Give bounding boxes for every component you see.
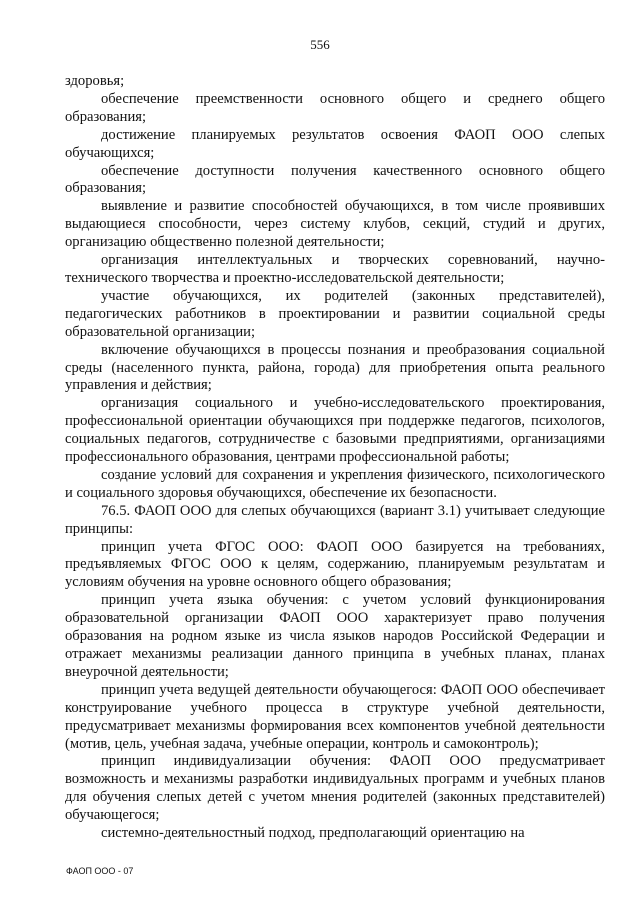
paragraph: принцип индивидуализации обучения: ФАОП ООО предусматривает возможность и механизмы разработки индивидуальных программ и учебных планов для обучения слепых детей с учетом мнения родителей (законных представителей) обучающегося; [65, 753, 605, 824]
paragraph: организация интеллектуальных и творческих соревнований, научно-технического творчества и проектно-исследовательской деятельности; [65, 252, 605, 286]
section-heading-paragraph: 76.5. ФАОП ООО для слепых обучающихся (вариант 3.1) учитывает следующие принципы: [65, 502, 605, 537]
paragraph: организация социального и учебно-исследовательского проектирования, профессиональной ориентации обучающихся при поддержке педагогов, психологов, социальных педагогов, сотрудничестве с базовыми предприятиями, организациями профессионального образования, центрами профессиональной работы; [65, 395, 605, 466]
paragraph: принцип учета ведущей деятельности обучающегося: ФАОП ООО обеспечивает конструирование учебного процесса в структуре учебной деятельности, предусматривает механизмы формирования всех компонентов учебной деятельности (мотив, цель, учебная задача, учебные операции, контроль и самоконтроль); [65, 681, 605, 752]
paragraph: системно-деятельностный подход, предполагающий ориентацию на [101, 825, 525, 842]
paragraph: обеспечение преемственности основного общего и среднего общего образования; [65, 90, 605, 125]
paragraph: принцип учета ФГОС ООО: ФАОП ООО базируется на требованиях, предъявляемых ФГОС ООО к целям, содержанию, планируемым результатам и условиям обучения на уровне основного общего образования; [65, 538, 605, 591]
paragraph: выявление и развитие способностей обучающихся, в том числе проявивших выдающиеся способности, через систему клубов, секций, студий и других, организацию общественно полезной деятельности; [65, 198, 605, 251]
paragraph: здоровья; [65, 73, 125, 89]
paragraph: принцип учета языка обучения: с учетом условий функционирования образовательной организации ФАОП ООО характеризует право получения образования на родном языке из числа языков народов Российской Федерации и отражает механизмы реализации данного принципа в учебных планах, планах внеурочной деятельности; [65, 592, 605, 680]
page-footer: ФАОП ООО - 07 [66, 866, 134, 876]
paragraph: включение обучающихся в процессы познания и преобразования социальной среды (населенного пункта, района, города) для приобретения опыта реального управления и действия; [65, 341, 605, 394]
paragraph: участие обучающихся, их родителей (законных представителей), педагогических работников в проектировании и развитии социальной среды образовательной организации; [65, 287, 605, 340]
paragraph: создание условий для сохранения и укрепления физического, психологического и социального здоровья обучающихся, обеспечение их безопасности. [65, 466, 605, 501]
paragraph: достижение планируемых результатов освоения ФАОП ООО слепых обучающихся; [65, 126, 605, 161]
page-number: 556 [310, 37, 330, 52]
body-text [65, 73, 605, 843]
paragraph: обеспечение доступности получения качественного основного общего образования; [65, 162, 605, 197]
